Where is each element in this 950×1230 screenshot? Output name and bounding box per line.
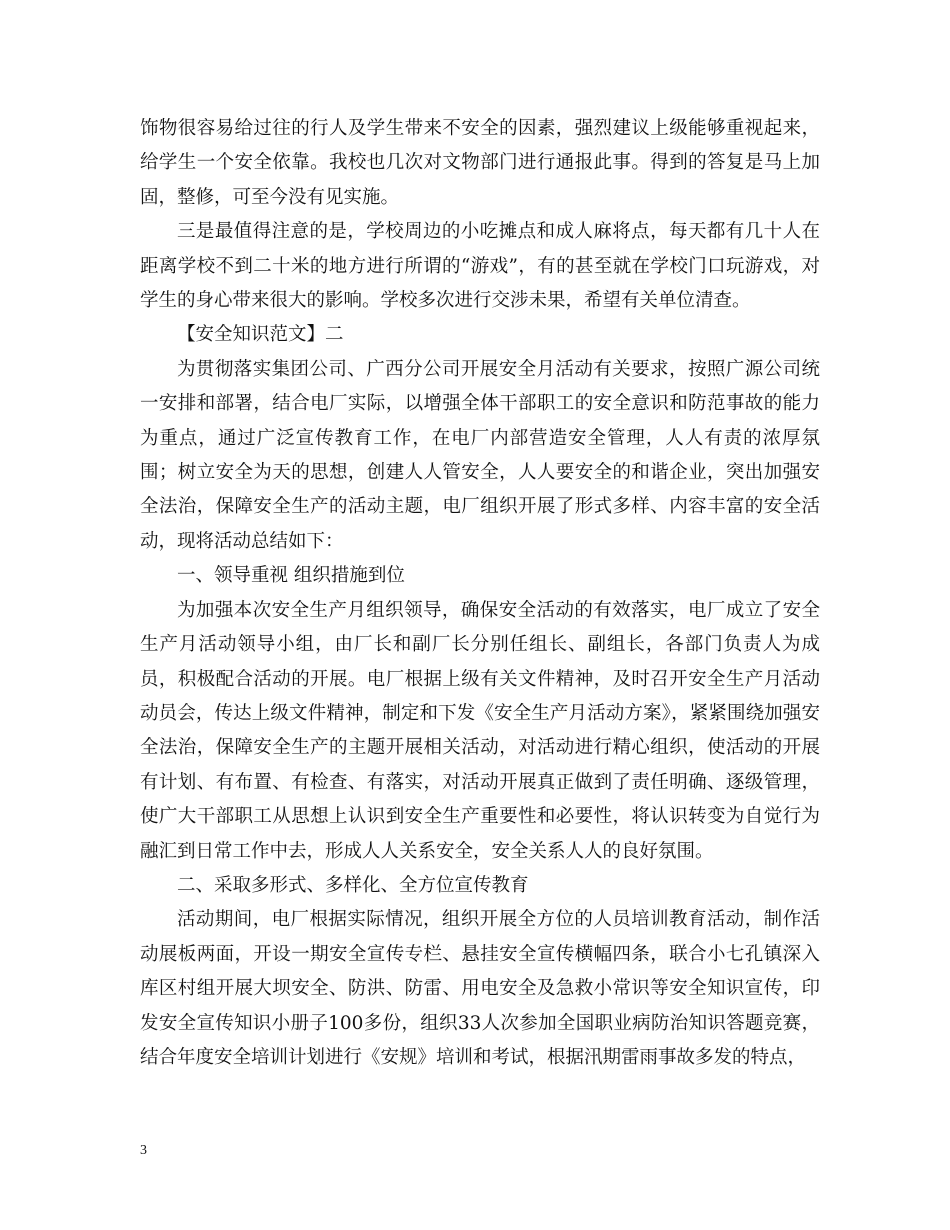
subheading-2: 二、采取多形式、多样化、全方位宣传教育 bbox=[177, 874, 529, 896]
page-number: 3 bbox=[140, 1143, 147, 1158]
paragraph-1: 饰物很容易给过往的行人及学生带来不安全的因素，强烈建议上级能够重视起来，给学生一个安全依靠。我校也几次对文物部门进行通报此事。得到的答复是马上加固，整修，可至今没有见实施。 bbox=[140, 118, 820, 208]
section-heading-2: 【安全知识范文】二 bbox=[177, 324, 344, 346]
paragraph-4: 为加强本次安全生产月组织领导，确保安全活动的有效落实，电厂成立了安全生产月活动领导小组，由厂长和副厂长分别任组长、副组长，各部门负责人为成员，积极配合活动的开展。电厂根据上级有关文件精神，及时召开安全生产月活动动员会，传达上级文件精神，制定和下发《安全生产月活动方案》，紧紧围绕加强安全法治，保障安全生产的主题开展相关活动，对活动进行精心组织，使活动的开展有计划、有布置、有检查、有落实，对活动开展真正做到了责任明确、逐级管理，使广大干部职工从思想上认识到安全生产重要性和必要性，将认识转变为自觉行为融汇到日常工作中去，形成人人关系安全，安全关系人人的良好氛围。 bbox=[140, 599, 820, 862]
document-body bbox=[140, 112, 820, 1075]
paragraph-5: 活动期间，电厂根据实际情况，组织开展全方位的人员培训教育活动，制作活动展板两面，开设一期安全宣传专栏、悬挂安全宣传横幅四条，联合小七孔镇深入库区村组开展大坝安全、防洪、防雷、用电安全及急救小常识等安全知识宣传，印发安全宣传知识小册子100多份，组织33人次参加全国职业病防治知识答题竞赛，结合年度安全培训计划进行《安规》培训和考试，根据汛期雷雨事故多发的特点， bbox=[140, 909, 820, 1068]
paragraph-2: 三是最值得注意的是，学校周边的小吃摊点和成人麻将点，每天都有几十人在距离学校不到二十米的地方进行所谓的“游戏”，有的甚至就在学校门口玩游戏，对学生的身心带来很大的影响。学校多次进行交涉未果，希望有关单位清查。 bbox=[140, 221, 820, 312]
paragraph-3: 为贯彻落实集团公司、广西分公司开展安全月活动有关要求，按照广源公司统一安排和部署，结合电厂实际，以增强全体干部职工的安全意识和防范事故的能力为重点，通过广泛宣传教育工作，在电厂内部营造安全管理，人人有责的浓厚氛围；树立安全为天的思想，创建人人管安全，人人要安全的和谐企业，突出加强安全法治，保障安全生产的活动主题，电厂组织开展了形式多样、内容丰富的安全活动，现将活动总结如下： bbox=[140, 358, 820, 552]
subheading-1: 一、领导重视 组织措施到位 bbox=[177, 565, 405, 587]
